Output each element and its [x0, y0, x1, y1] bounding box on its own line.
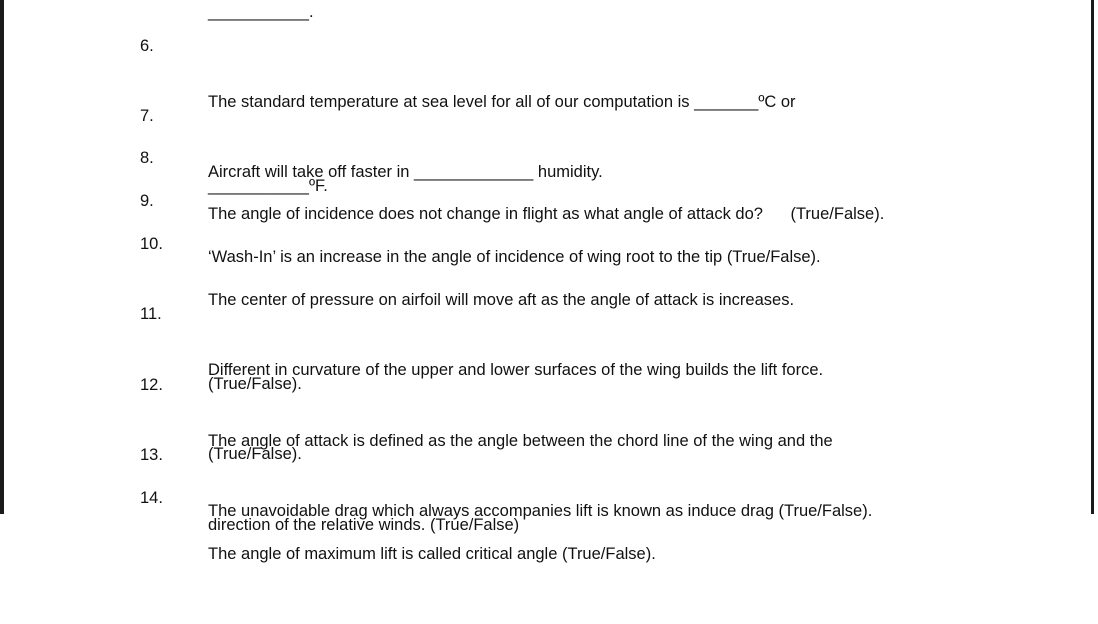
previous-answer-blank: ___________.: [208, 3, 314, 21]
question-line-1: Different in curvature of the upper and lower surfaces of the wing builds the lift force.: [208, 361, 824, 379]
question-number: 9.: [140, 192, 154, 210]
question-line-2: (True/False).: [208, 445, 302, 463]
question-line-1: The angle of maximum lift is called critical angle (True/False).: [208, 545, 656, 563]
question-number: 11.: [140, 305, 162, 323]
question-number: 14.: [140, 489, 163, 507]
question-text: [208, 484, 988, 624]
question-line-1: The unavoidable drag which always accompanies lift is known as induce drag (True/False).: [208, 502, 873, 520]
question-line-1: The center of pressure on airfoil will move aft as the angle of attack is increases.: [208, 291, 795, 309]
question-number: 7.: [140, 107, 154, 125]
question-line-1: The standard temperature at sea level for all of our computation is _______ºC or: [208, 93, 796, 111]
question-number: 13.: [140, 446, 163, 464]
question-line-2: direction of the relative winds. (True/False): [208, 516, 520, 534]
question-line-1: The angle of incidence does not change in flight as what angle of attack do? (True/False).: [208, 205, 885, 223]
question-line-1: ‘Wash-In’ is an increase in the angle of incidence of wing root to the tip (True/False).: [208, 248, 821, 266]
question-number: 10.: [140, 235, 163, 253]
question-number: 6.: [140, 37, 154, 55]
question-line-1: The angle of attack is defined as the angle between the chord line of the wing and the: [208, 432, 833, 450]
question-line-2: ___________ºF.: [208, 177, 328, 195]
question-line-2: (True/False).: [208, 375, 302, 393]
question-number: 12.: [140, 376, 163, 394]
question-number: 8.: [140, 149, 154, 167]
question-line-1: Aircraft will take off faster in _____________ humidity.: [208, 163, 603, 181]
